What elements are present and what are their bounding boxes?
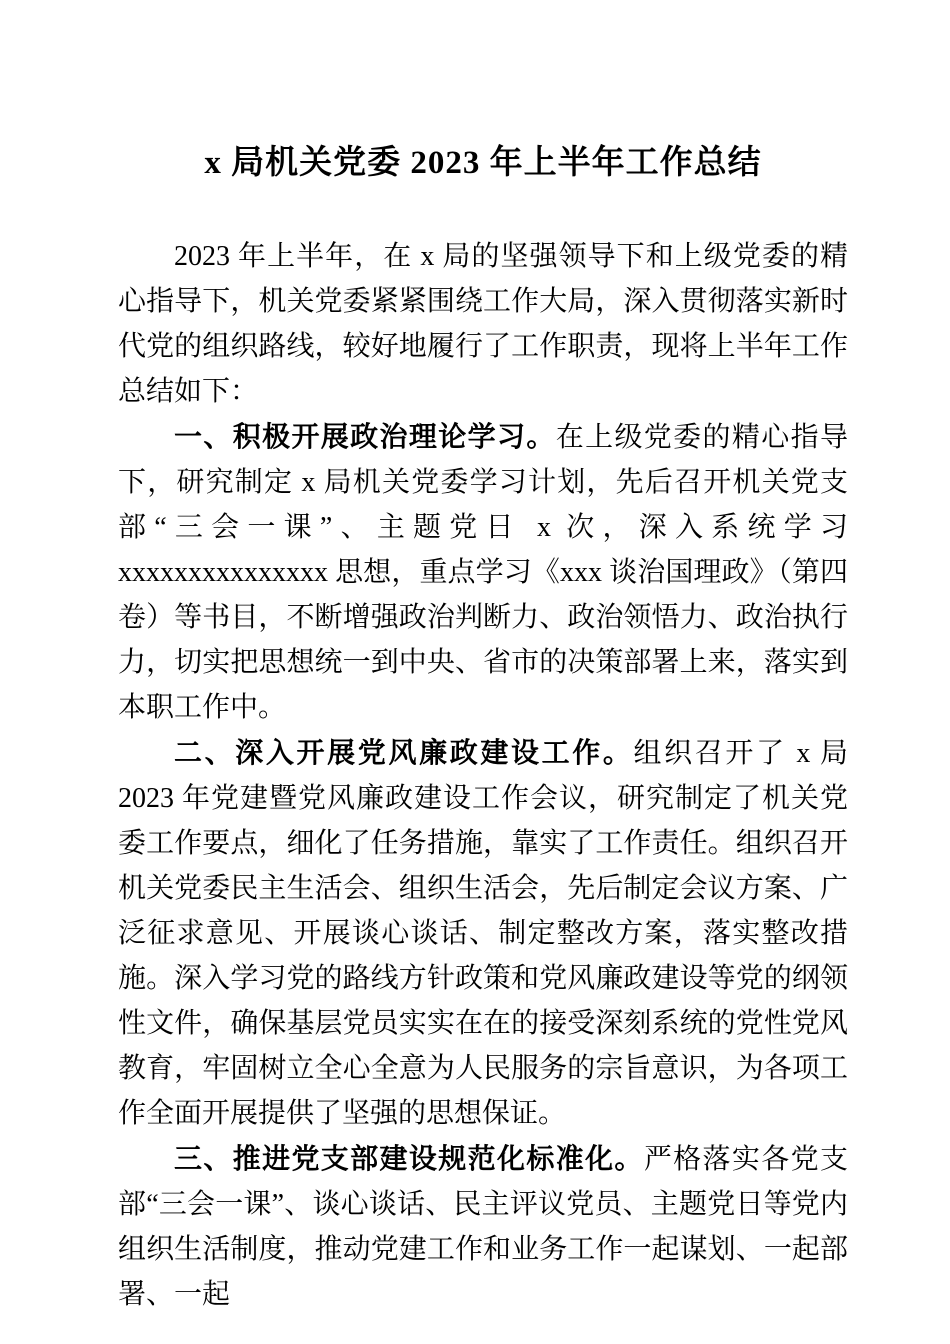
paragraph-intro-text: 2023 年上半年，在 x 局的坚强领导下和上级党委的精心指导下，机关党委紧紧围绕工作大局，深入贯彻落实新时代党的组织路线，较好地履行了工作职责，现将上半年工作总结如下：: [118, 241, 848, 407]
paragraph-intro: [118, 234, 848, 414]
paragraph-section-3: [118, 1136, 848, 1317]
document-title: x 局机关党委 2023 年上半年工作总结: [204, 145, 762, 181]
section-2-heading: 二、深入开展党风廉政建设工作。: [174, 737, 634, 768]
paragraph-section-2: [118, 730, 848, 1136]
section-3-heading: 三、推进党支部建设规范化标准化。: [174, 1143, 644, 1174]
section-2-text: 组织召开了 x 局 2023 年党建暨党风廉政建设工作会议，研究制定了机关党委工作要点，细化了任务措施，靠实了工作责任。组织召开机关党委民主生活会、组织生活会，先后制定会议方案、广泛征求意见、开展谈心谈话、制定整改方案，落实整改措施。深入学习党的路线方针政策和党风廉政建设等党的纲领性文件，确保基层党员实实在在的接受深刻系统的党性党风教育，牢固树立全心全意为人民服务的宗旨意识，为各项工作全面开展提供了坚强的思想保证。: [118, 738, 848, 1129]
section-1-text: 在上级党委的精心指导下，研究制定 x 局机关党委学习计划，先后召开机关党支部“三会一课”、主题党日 x 次，深入系统学习 xxxxxxxxxxxxxxx 思想，重点学习《xxx 谈治国理政》（第四卷）等书目，不断增强政治判断力、政治领悟力、政治执行力，切实把思想统一到中央、省市的决策部署上来，落实到本职工作中。: [118, 422, 848, 723]
section-1-heading: 一、积极开展政治理论学习。: [174, 421, 556, 452]
section-3-text: 严格落实各党支部“三会一课”、谈心谈话、民主评议党员、主题党日等党内组织生活制度，推动党建工作和业务工作一起谋划、一起部署、一起: [118, 1144, 848, 1310]
paragraph-section-1: [118, 414, 848, 730]
